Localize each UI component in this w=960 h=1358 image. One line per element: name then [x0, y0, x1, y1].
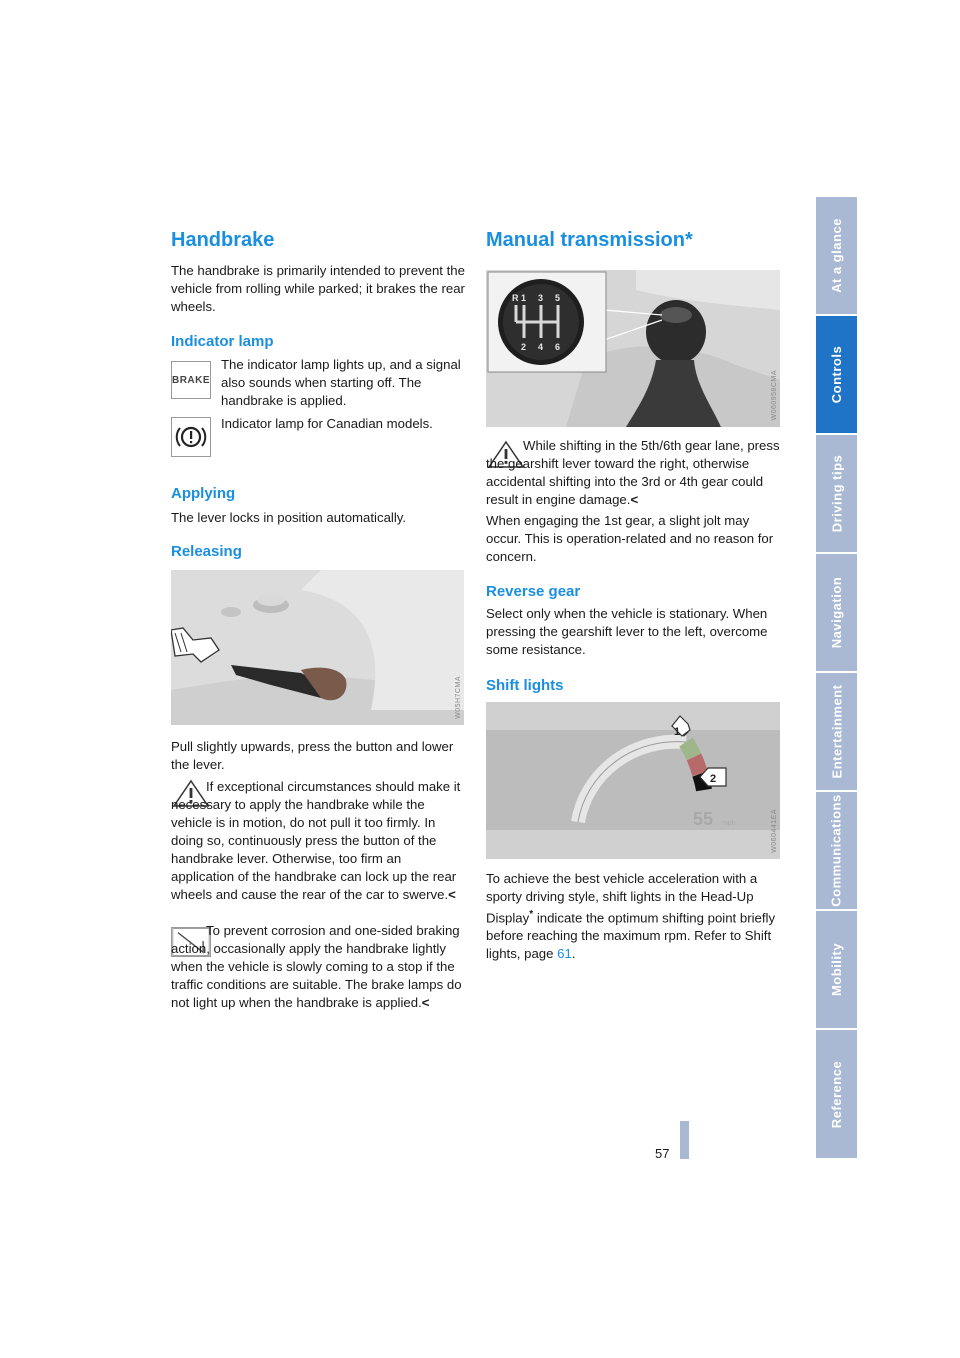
tab-navigation[interactable] — [816, 554, 857, 673]
reverse-gear-heading: Reverse gear — [486, 583, 581, 600]
option-star: * — [529, 909, 534, 920]
tab-label: Navigation — [829, 576, 844, 649]
tab-label: Entertainment — [829, 684, 844, 779]
shift-lights-heading: Shift lights — [486, 677, 564, 694]
indicator-lamp-text: The indicator lamp lights up, and a signal also sounds when starting off. The handbrake is applied. — [221, 357, 461, 408]
end-mark: < — [630, 492, 639, 507]
handbrake-intro: The handbrake is primarily intended to prevent the vehicle from rolling while parked; it brakes the rear wheels. — [171, 263, 465, 314]
indicator-lamp-heading: Indicator lamp — [171, 333, 274, 350]
tab-reference[interactable] — [816, 1030, 857, 1160]
end-mark: < — [448, 887, 456, 902]
image-reference-id: W060958CMA — [771, 370, 778, 421]
manual-transmission-heading — [486, 229, 693, 252]
speed-readout: 55 — [693, 809, 714, 829]
callout-1: 1 — [674, 726, 681, 738]
tab-label: Communications — [829, 794, 844, 907]
shift-text-b: indicate the optimum shifting point briefly before reaching the maximum rpm. Refer to Shift lights, page — [486, 910, 776, 962]
shift-text-a: To achieve the best vehicle acceleration with a sporty driving style, shift lights in the Head-Up Display — [486, 871, 758, 926]
tab-label: At a glance — [829, 218, 845, 293]
applying-text: The lever locks in position automatically. — [171, 510, 407, 525]
tab-entertainment[interactable] — [816, 673, 857, 792]
gear-digit: 3 — [538, 293, 544, 303]
handbrake-warning-text — [171, 778, 466, 904]
shift-lights-text — [486, 870, 781, 963]
tab-driving-tips[interactable] — [816, 435, 857, 554]
shift-text-c: . — [571, 946, 576, 962]
option-star: * — [684, 229, 693, 251]
heading-text: Manual transmission — [486, 229, 685, 251]
gear-digit: 4 — [538, 342, 544, 352]
releasing-text: Pull slightly upwards, press the button and lower the lever. — [171, 739, 454, 772]
shift-lights-image — [486, 702, 780, 859]
page-marker-bar — [680, 1121, 689, 1159]
image-reference-id: W05H7CMA — [455, 676, 462, 719]
note-body: To prevent corrosion and one-sided braking action, occasionally apply the handbrake lightly when the vehicle is slowly coming to a stop if the traffic conditions are suitable. The brake lamps do not light up when the handbrake is applied. — [171, 923, 462, 1010]
page-61-link[interactable]: 61 — [557, 946, 572, 962]
releasing-heading: Releasing — [171, 543, 242, 560]
speed-unit: mph — [722, 820, 736, 827]
gear-shift-warning-text — [486, 437, 781, 509]
tab-mobility[interactable] — [816, 911, 857, 1030]
callout-2: 2 — [710, 773, 717, 785]
tab-label: Reference — [829, 1060, 844, 1128]
reverse-gear-text: Select only when the vehicle is stationary. When pressing the gearshift lever to the left, overcome some resistance. — [486, 606, 768, 657]
brake-icon-text: BRAKE — [171, 374, 211, 386]
corrosion-note-text — [171, 922, 466, 1012]
gear-digit: 1 — [521, 293, 527, 303]
tab-label: Driving tips — [829, 454, 845, 533]
handbrake-lever-image — [171, 570, 464, 725]
gear-digit: 5 — [555, 293, 561, 303]
canadian-text: Indicator lamp for Canadian models. — [221, 416, 433, 431]
end-mark: < — [421, 995, 430, 1010]
warning-body: While shifting in the 5th/6th gear lane, press the gearshift lever toward the right, otherwise accidental shifting into the 3rd or 4th gear could result in engine damage. — [486, 438, 780, 507]
warning-body: If exceptional circumstances should make it necessary to apply the handbrake while the vehicle is in motion, do not pull it too firmly. In doing so, continuously press the button of the handbrake lever. Otherwise, too firm an application of the handbrake can lock up the rear wheels and cause the rear of the car to swerve. — [171, 779, 461, 902]
gear-digit: 6 — [555, 342, 561, 352]
tab-label: Mobility — [829, 942, 845, 997]
tab-communications[interactable] — [816, 792, 857, 911]
handbrake-heading: Handbrake — [171, 229, 275, 251]
first-gear-text: When engaging the 1st gear, a slight jolt may occur. This is operation-related and no reason for concern. — [486, 513, 774, 564]
image-reference-id: W060441EA — [771, 809, 778, 853]
gearshift-image — [486, 270, 780, 427]
tab-at-a-glance[interactable] — [816, 197, 857, 316]
applying-heading: Applying — [171, 485, 236, 502]
tab-label: Controls — [829, 345, 845, 404]
brake-circle-icon — [171, 417, 211, 457]
gear-digit: 2 — [521, 342, 527, 352]
brake-indicator-icon — [171, 361, 211, 399]
tab-controls[interactable] — [816, 316, 857, 435]
gear-digit: R — [512, 293, 519, 303]
page-number: 57 — [655, 1146, 670, 1161]
